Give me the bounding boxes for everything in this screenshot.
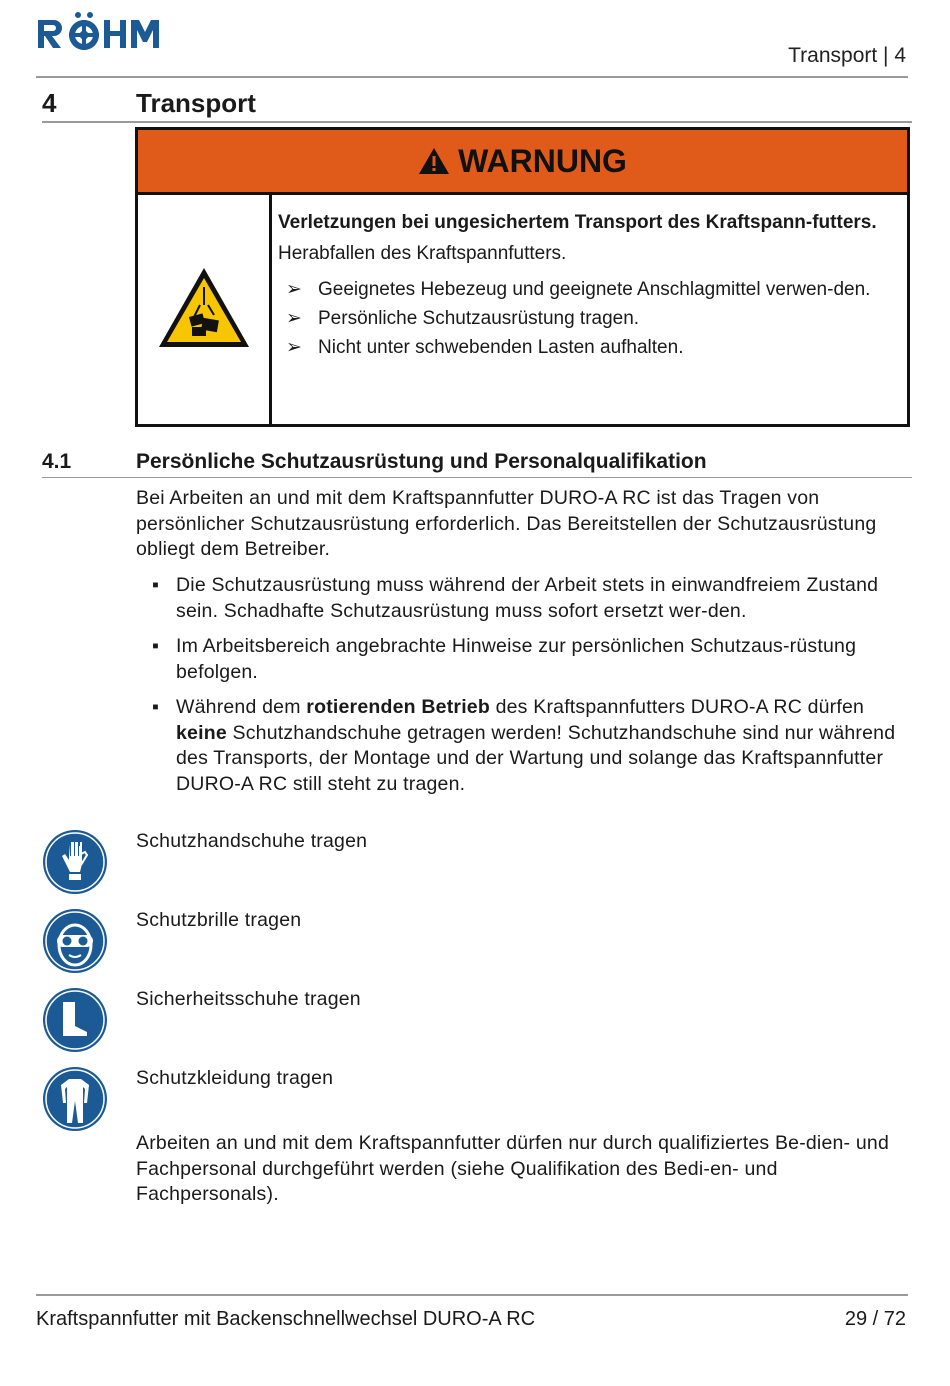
ppe-label-boots: Sicherheitsschuhe tragen <box>136 988 361 1010</box>
bullet-text: Während dem <box>176 696 307 718</box>
requirements-list <box>136 573 906 807</box>
warning-measures <box>278 275 891 362</box>
section-number: 4 <box>42 88 57 118</box>
section-divider <box>42 121 912 123</box>
protective-clothing-icon <box>43 1067 107 1131</box>
bullet-text: Schutzhandschuhe getragen werden! Schutzhandschuhe sind nur während des Transports, der Montage und der Wartung und solange das Kraftspannfutter DURO-A RC still steht zu tragen. <box>176 721 896 795</box>
bullet-text: Die Schutzausrüstung muss während der Arbeit stets in einwandfreiem Zustand sein. Schadhafte Schutzausrüstung muss sofort ersetzt wer-den. <box>176 574 879 622</box>
measure-text: Persönliche Schutzausrüstung tragen. <box>318 308 640 329</box>
warning-divider <box>269 195 272 424</box>
arrow-bullet-icon: ➢ <box>286 308 302 329</box>
ppe-label-goggles: Schutzbrille tragen <box>136 909 302 931</box>
bullet-emphasis: keine <box>176 721 227 744</box>
gloves-icon <box>43 830 107 894</box>
arrow-bullet-icon: ➢ <box>286 279 302 300</box>
warning-triangle-icon <box>418 147 450 175</box>
measure-text: Geeignetes Hebezeug und geeignete Anschlagmittel verwen-den. <box>318 279 871 300</box>
list-item <box>278 333 891 362</box>
arrow-bullet-icon: ➢ <box>286 337 302 358</box>
list-item <box>278 275 891 304</box>
document-title: Kraftspannfutter mit Backenschnellwechsel DURO-A RC <box>36 1308 536 1330</box>
warning-consequence: Herabfallen des Kraftspannfutters. <box>278 243 567 264</box>
roehm-logo <box>36 12 176 56</box>
closing-paragraph: Arbeiten an und mit dem Kraftspannfutter dürfen nur durch qualifiziertes Be-dien- und Fachpersonal durchgeführt werden (siehe Qualifikation des Bedi-en- und Fachpersonals). <box>136 1132 890 1205</box>
safety-boots-icon <box>43 988 107 1052</box>
bullet-icon: ▪ <box>152 574 160 596</box>
intro-paragraph: Bei Arbeiten an und mit dem Kraftspannfutter DURO-A RC ist das Tragen von persönlicher Schutzausrüstung erforderlich. Das Bereitstellen der Schutzausrüstung obliegt dem Betreiber. <box>136 487 877 560</box>
subsection-title: Persönliche Schutzausrüstung und Personalqualifikation <box>136 450 707 473</box>
bullet-text: Im Arbeitsbereich angebrachte Hinweise zur persönlichen Schutzaus-rüstung befolgen. <box>176 635 857 683</box>
warning-box <box>135 127 910 427</box>
suspended-load-warning-icon <box>156 265 252 351</box>
bullet-emphasis: rotierenden Betrieb <box>306 696 490 718</box>
bullet-icon: ▪ <box>152 696 160 718</box>
ppe-label-gloves: Schutzhandschuhe tragen <box>136 830 368 852</box>
list-item <box>136 634 906 685</box>
ppe-label-clothing: Schutzkleidung tragen <box>136 1067 334 1089</box>
goggles-icon <box>43 909 107 973</box>
list-item <box>136 695 906 797</box>
section-title: Transport <box>136 88 256 118</box>
list-item <box>136 573 906 624</box>
bullet-icon: ▪ <box>152 635 160 657</box>
page-number: 29 / 72 <box>844 1308 906 1330</box>
subsection-divider <box>42 477 912 478</box>
warning-heading: Verletzungen bei ungesichertem Transport des Kraftspann-futters. <box>278 212 877 233</box>
warning-header <box>138 130 907 195</box>
warning-content <box>278 210 891 362</box>
section-reference: Transport | 4 <box>788 44 906 67</box>
measure-text: Nicht unter schwebenden Lasten aufhalten. <box>318 337 684 358</box>
warning-label: WARNUNG <box>458 142 627 179</box>
footer-divider <box>36 1294 908 1296</box>
header-divider <box>36 76 908 78</box>
bullet-text: des Kraftspannfutters DURO-A RC dürfen <box>489 696 865 718</box>
subsection-number: 4.1 <box>42 450 72 473</box>
list-item <box>278 304 891 333</box>
